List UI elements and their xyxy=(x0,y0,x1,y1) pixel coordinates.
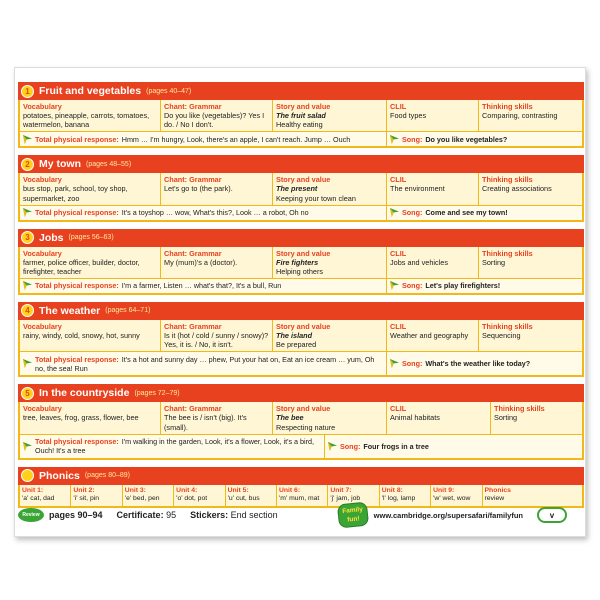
phonics-title: Phonics xyxy=(39,469,80,482)
unit-5-section xyxy=(18,384,584,459)
unit-header xyxy=(18,384,584,402)
phonics-item-text: 'e' bed, pen xyxy=(124,495,160,503)
story-cell xyxy=(273,247,387,278)
unit-title: Jobs xyxy=(39,231,64,244)
story-label: Story and value xyxy=(276,248,331,258)
story-title: Fire fighters xyxy=(276,257,319,267)
unit-number-badge: 5 xyxy=(21,387,34,400)
story-label: Story and value xyxy=(276,175,331,185)
song-title: Come and see my town! xyxy=(425,208,508,218)
tpr-text: It's a hot and sunny day … phew, Put your hat on, Eat an ice cream … yum, Oh no, the sea! Run xyxy=(35,354,375,373)
unit-3-section xyxy=(18,229,584,295)
chant-text: The bee is / isn't (big). It's (small). xyxy=(164,413,247,432)
story-value: Helping others xyxy=(276,266,324,276)
phonics-item-text: 'm' mum, mat xyxy=(278,495,320,503)
unit-pages: (pages 72–79) xyxy=(134,389,180,397)
chant-text: Let's go to (the park). xyxy=(164,184,233,194)
tpr-song-row xyxy=(20,434,582,458)
story-value: Respecting nature xyxy=(276,422,336,432)
unit-pages: (pages 64–71) xyxy=(105,307,151,315)
unit-pages: (pages 56–63) xyxy=(68,234,114,242)
thinking-skills-label: Thinking skills xyxy=(482,248,533,258)
chant-cell xyxy=(161,173,273,204)
song-cell xyxy=(387,352,530,375)
flag-icon xyxy=(390,208,399,217)
phonics-item-text: 'a' cat, dad xyxy=(22,495,55,503)
stickers-label: Stickers: xyxy=(190,510,229,520)
unit-body xyxy=(18,173,584,221)
certificate-label: Certificate: xyxy=(116,510,164,520)
clil-cell xyxy=(387,320,479,351)
unit-1-section xyxy=(18,82,584,148)
phonics-header xyxy=(18,467,584,485)
phonics-item-label: Unit 1: xyxy=(22,486,44,494)
story-cell xyxy=(273,402,387,433)
story-value: Healthy eating xyxy=(276,120,323,130)
vocabulary-cell xyxy=(20,402,161,433)
phonics-item-label: Unit 7: xyxy=(330,486,352,494)
tpr-song-row xyxy=(20,131,582,146)
story-value: Keeping your town clean xyxy=(276,193,356,203)
story-label: Story and value xyxy=(276,102,331,111)
story-cell xyxy=(273,100,387,131)
tpr-label: Total physical response: xyxy=(35,281,119,291)
song-cell xyxy=(325,435,429,458)
unit-columns xyxy=(20,247,582,278)
thinking-skills-cell xyxy=(479,247,582,278)
page-number: v xyxy=(537,507,567,523)
clil-label: CLIL xyxy=(390,248,407,258)
clil-text: Weather and geography xyxy=(390,331,469,341)
thinking-skills-label: Thinking skills xyxy=(482,102,533,111)
tpr-text: I'm a farmer, Listen … what's that?, It's a bull, Run xyxy=(121,281,282,291)
phonics-badge xyxy=(21,469,34,482)
clil-text: Jobs and vehicles xyxy=(390,257,449,267)
vocabulary-text: farmer, police officer, builder, doctor, firefighter, teacher xyxy=(23,257,140,276)
clil-text: Food types xyxy=(390,111,427,121)
phonics-item-label: Phonics xyxy=(484,486,511,494)
unit-body xyxy=(18,320,584,377)
chant-label: Chant: Grammar xyxy=(164,175,222,185)
phonics-item-text: 'i' sit, pin xyxy=(73,495,100,503)
flag-icon xyxy=(390,281,399,290)
unit-columns xyxy=(20,402,582,433)
chant-text: Is it (hot / cold / sunny / snowy)? Yes, it is. / No, it isn't. xyxy=(164,331,269,350)
vocabulary-cell xyxy=(20,247,161,278)
unit-pages: (pages 40–47) xyxy=(146,87,192,95)
thinking-skills-text: Sorting xyxy=(494,413,518,423)
vocabulary-label: Vocabulary xyxy=(23,248,62,258)
thinking-skills-text: Sorting xyxy=(482,257,506,267)
clil-label: CLIL xyxy=(390,404,407,414)
unit-title: The weather xyxy=(39,304,101,317)
thinking-skills-cell xyxy=(491,402,582,433)
song-label: Song: xyxy=(402,359,423,369)
unit-body xyxy=(18,247,584,295)
vocabulary-text: bus stop, park, school, toy shop, supermarket, zoo xyxy=(23,184,128,203)
phonics-item-label: Unit 9: xyxy=(433,486,455,494)
phonics-item-text: 'l' log, lamp xyxy=(381,495,416,503)
clil-label: CLIL xyxy=(390,321,407,331)
tpr-label: Total physical response: xyxy=(35,208,119,218)
story-cell xyxy=(273,320,387,351)
tpr-song-row xyxy=(20,351,582,375)
certificate-value: 95 xyxy=(166,510,177,520)
story-label: Story and value xyxy=(276,404,331,414)
song-cell xyxy=(387,206,508,220)
flag-icon xyxy=(23,359,32,368)
story-cell xyxy=(273,173,387,204)
story-value: Be prepared xyxy=(276,340,317,350)
family-fun-logo xyxy=(336,501,368,528)
song-label: Song: xyxy=(402,281,423,291)
tpr-cell xyxy=(20,132,387,146)
chant-label: Chant: Grammar xyxy=(164,248,222,258)
chant-text: My (mum)'s a (doctor). xyxy=(164,257,238,267)
flag-icon xyxy=(23,442,32,451)
vocabulary-text: tree, leaves, frog, grass, flower, bee xyxy=(23,413,139,423)
tpr-song-row xyxy=(20,205,582,220)
thinking-skills-label: Thinking skills xyxy=(482,321,533,331)
unit-number-badge: 1 xyxy=(21,85,34,98)
unit-pages: (pages 48–55) xyxy=(86,160,132,168)
clil-cell xyxy=(387,100,479,131)
unit-header xyxy=(18,229,584,247)
unit-4-section xyxy=(18,302,584,377)
unit-columns xyxy=(20,100,582,131)
phonics-item-label: Unit 4: xyxy=(176,486,198,494)
units-overview xyxy=(18,82,584,515)
chant-cell xyxy=(161,100,273,131)
clil-cell xyxy=(387,173,479,204)
phonics-item-label: Unit 2: xyxy=(73,486,95,494)
unit-columns xyxy=(20,320,582,351)
flag-icon xyxy=(23,281,32,290)
vocabulary-cell xyxy=(20,100,161,131)
phonics-item-label: Unit 5: xyxy=(227,486,249,494)
story-label: Story and value xyxy=(276,321,331,331)
review-badge: Review xyxy=(18,508,44,522)
chant-cell xyxy=(161,402,273,433)
thinking-skills-label: Thinking skills xyxy=(482,175,533,185)
vocabulary-text: rainy, windy, cold, snowy, hot, sunny xyxy=(23,331,140,341)
tpr-text: It's a toyshop … wow, What's this?, Look … a robot, Oh no xyxy=(121,208,309,218)
vocabulary-text: potatoes, pineapple, carrots, tomatoes, watermelon, banana xyxy=(23,111,150,130)
page-footer xyxy=(18,500,584,530)
chant-label: Chant: Grammar xyxy=(164,404,222,414)
tpr-cell xyxy=(20,206,387,220)
tpr-cell xyxy=(20,435,325,458)
story-title: The island xyxy=(276,331,313,341)
phonics-item-text: 'j' jam, job xyxy=(330,495,361,503)
thinking-skills-cell xyxy=(479,320,582,351)
story-title: The present xyxy=(276,184,318,194)
clil-cell xyxy=(387,402,491,433)
unit-number-badge: 4 xyxy=(21,304,34,317)
tpr-text: I'm walking in the garden, Look, it's a flower, Look, it's a bird, Ouch! It's a tree xyxy=(35,437,315,456)
flag-icon xyxy=(23,208,32,217)
story-title: The fruit salad xyxy=(276,111,326,121)
flag-icon xyxy=(390,135,399,144)
thinking-skills-text: Comparing, contrasting xyxy=(482,111,558,121)
phonics-item-text: 'w' wet, wow xyxy=(433,495,471,503)
unit-header xyxy=(18,155,584,173)
flag-icon xyxy=(23,135,32,144)
unit-2-section xyxy=(18,155,584,221)
vocabulary-cell xyxy=(20,173,161,204)
phonics-item-label: Unit 8: xyxy=(381,486,403,494)
stickers-value: End section xyxy=(230,510,278,520)
phonics-item-label: Unit 3: xyxy=(124,486,146,494)
tpr-label: Total physical response: xyxy=(35,354,119,364)
clil-text: Animal habitats xyxy=(390,413,440,423)
song-label: Song: xyxy=(402,134,423,144)
story-title: The bee xyxy=(276,413,304,423)
clil-label: CLIL xyxy=(390,102,407,111)
unit-header xyxy=(18,82,584,100)
unit-number-badge: 3 xyxy=(21,231,34,244)
unit-body xyxy=(18,100,584,148)
clil-text: The environment xyxy=(390,184,445,194)
flag-icon xyxy=(390,359,399,368)
unit-columns xyxy=(20,173,582,204)
tpr-song-row xyxy=(20,278,582,293)
thinking-skills-label: Thinking skills xyxy=(494,404,545,414)
song-label: Song: xyxy=(340,441,361,451)
song-title: What's the weather like today? xyxy=(425,359,531,369)
tpr-cell xyxy=(20,352,387,375)
vocabulary-label: Vocabulary xyxy=(23,102,62,111)
vocabulary-label: Vocabulary xyxy=(23,321,62,331)
song-title: Let's play firefighters! xyxy=(425,281,501,291)
song-title: Do you like vegetables? xyxy=(425,134,508,144)
phonics-item-text: 'u' cut, bus xyxy=(227,495,260,503)
vocabulary-label: Vocabulary xyxy=(23,404,62,414)
website-link[interactable]: www.cambridge.org/supersafari/familyfun xyxy=(373,510,524,520)
unit-body xyxy=(18,402,584,459)
phonics-item-text: review xyxy=(484,495,505,503)
unit-header xyxy=(18,302,584,320)
tpr-text: Hmm … I'm hungry, Look, there's an apple, I can't reach. Jump … Ouch xyxy=(121,134,351,144)
unit-title: In the countryside xyxy=(39,387,130,400)
song-cell xyxy=(387,132,507,146)
thinking-skills-cell xyxy=(479,173,582,204)
tpr-label: Total physical response: xyxy=(35,134,119,144)
thinking-skills-text: Creating associations xyxy=(482,184,552,194)
phonics-pages: (pages 80–89) xyxy=(84,472,130,480)
unit-title: My town xyxy=(39,158,81,171)
song-label: Song: xyxy=(402,208,423,218)
vocabulary-label: Vocabulary xyxy=(23,175,62,185)
clil-cell xyxy=(387,247,479,278)
flag-icon xyxy=(328,442,337,451)
phonics-item-label: Unit 6: xyxy=(278,486,301,494)
review-pages: pages 90–94 xyxy=(49,510,103,520)
song-cell xyxy=(387,279,500,293)
song-title: Four frogs in a tree xyxy=(363,441,429,451)
tpr-label: Total physical response: xyxy=(35,437,119,447)
chant-cell xyxy=(161,320,273,351)
unit-title: Fruit and vegetables xyxy=(39,85,142,97)
logo-line-2: fun! xyxy=(346,515,360,524)
thinking-skills-cell xyxy=(479,100,582,131)
thinking-skills-text: Sequencing xyxy=(482,331,521,341)
chant-label: Chant: Grammar xyxy=(164,102,222,111)
chant-cell xyxy=(161,247,273,278)
phonics-item-text: 'o' dot, pot xyxy=(176,495,208,503)
unit-number-badge: 2 xyxy=(21,158,34,171)
tpr-cell xyxy=(20,279,387,293)
chant-text: Do you like (vegetables)? Yes I do. / No I don't. xyxy=(164,111,265,130)
clil-label: CLIL xyxy=(390,175,407,185)
vocabulary-cell xyxy=(20,320,161,351)
chant-label: Chant: Grammar xyxy=(164,321,222,331)
logo-line-1: Family xyxy=(341,505,363,516)
overview-page xyxy=(14,67,586,537)
